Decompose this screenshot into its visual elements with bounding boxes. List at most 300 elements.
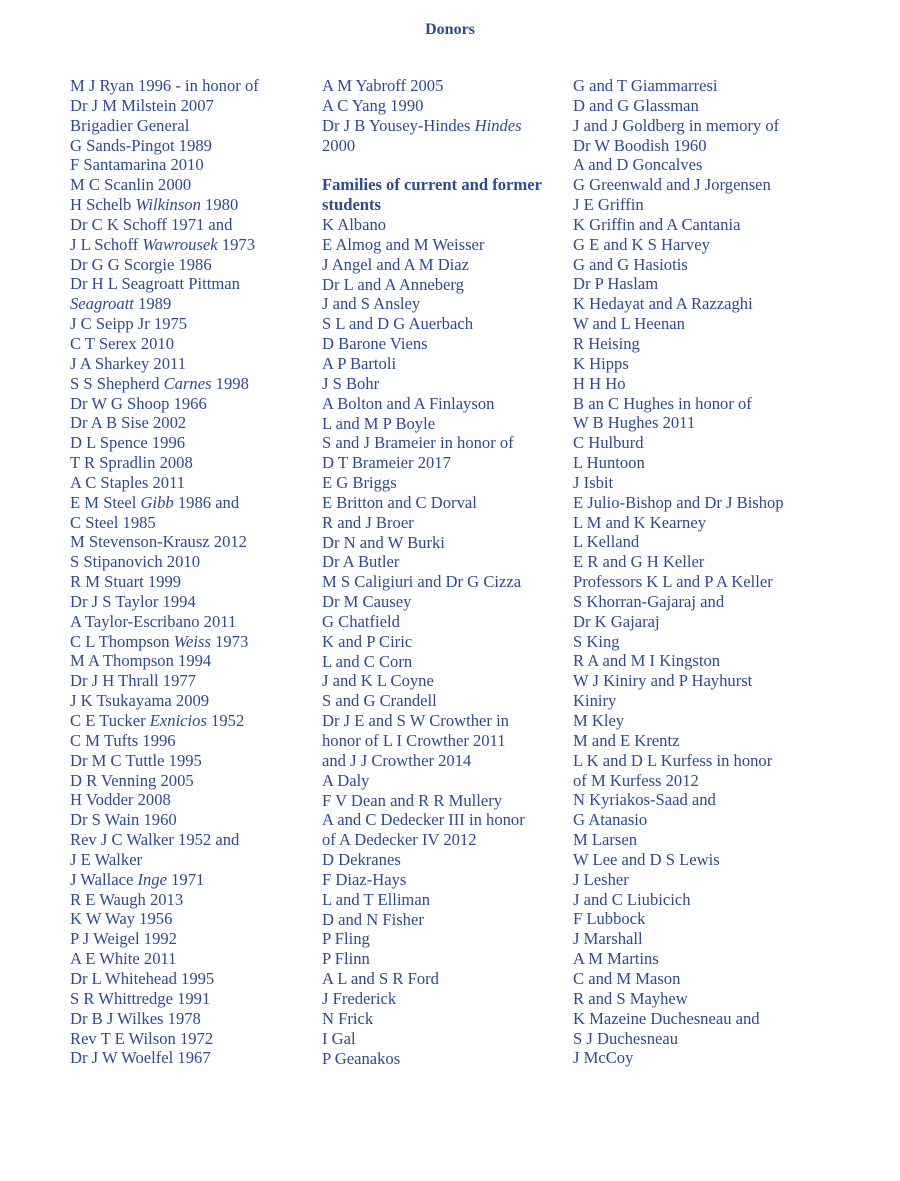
section-heading-line: Families of current and former xyxy=(322,175,542,195)
donor-entry-line xyxy=(70,730,310,751)
donor-text: A L and S R Ford xyxy=(322,969,439,989)
donor-entry-line xyxy=(70,155,310,175)
donor-entry-line xyxy=(70,889,310,910)
donor-text: P J Weigel 1992 xyxy=(70,929,177,949)
donor-entry-line xyxy=(573,810,813,830)
donor-text: H Schelb xyxy=(70,195,136,215)
donor-text: Brigadier General xyxy=(70,115,190,135)
donor-entry xyxy=(70,731,310,751)
donor-entry-line xyxy=(70,353,310,374)
donor-entry xyxy=(70,890,310,910)
donor-entry xyxy=(573,255,813,275)
donor-entry xyxy=(573,294,813,314)
donor-entry-line xyxy=(573,968,813,989)
donor-entry xyxy=(70,592,310,612)
donor-text: A M Yabroff 2005 xyxy=(322,76,444,95)
donor-entry-line xyxy=(573,294,813,314)
donor-entry xyxy=(573,155,813,175)
donor-entry-line xyxy=(70,968,310,989)
donor-entry-line xyxy=(573,433,813,453)
donor-entry-line xyxy=(322,373,566,394)
donor-entry xyxy=(322,1029,566,1049)
donor-text: G Chatfield xyxy=(322,611,400,631)
donor-text: J Wallace xyxy=(70,869,138,889)
donor-entry-line xyxy=(70,810,310,830)
donor-entry-line xyxy=(322,810,566,830)
donor-text: S Stipanovich 2010 xyxy=(70,552,200,572)
donor-entry xyxy=(322,949,566,969)
donor-text: S King xyxy=(573,631,620,651)
donor-entry-line xyxy=(70,611,310,632)
donor-text: R and S Mayhew xyxy=(573,988,688,1008)
donor-entry xyxy=(573,195,813,215)
donor-text: K Hipps xyxy=(573,353,629,373)
donor-column-3 xyxy=(573,76,813,1068)
donor-text: 1989 xyxy=(133,294,172,314)
donor-entry xyxy=(573,493,813,513)
donor-entry-line xyxy=(322,750,566,771)
donor-text: E Almog and M Weisser xyxy=(322,234,485,254)
donor-text: R A and M I Kingston xyxy=(573,651,721,671)
donor-entry xyxy=(70,969,310,989)
donor-entry-line xyxy=(573,849,813,870)
donor-entry-line xyxy=(322,552,566,572)
donor-text: Dr B J Wilkes 1978 xyxy=(70,1008,201,1028)
donor-entry xyxy=(322,910,566,930)
donor-entry-line xyxy=(70,413,310,433)
donor-entry xyxy=(70,771,310,791)
donor-entry-line xyxy=(573,711,813,731)
donor-text: A E White 2011 xyxy=(70,949,177,969)
donor-text: A and D Goncalves xyxy=(573,155,703,175)
donor-entry xyxy=(573,632,813,652)
donor-entry-line xyxy=(70,1048,310,1068)
donor-text: K W Way 1956 xyxy=(70,909,173,929)
donor-entry xyxy=(322,394,566,414)
donor-text: J and J Goldberg in memory of xyxy=(573,115,780,135)
donor-entry-line xyxy=(573,909,813,929)
donor-entry xyxy=(322,671,566,691)
donor-entry-line xyxy=(70,770,310,791)
donor-entry xyxy=(322,850,566,870)
donor-entry-line xyxy=(322,393,566,414)
donor-entry xyxy=(322,294,566,314)
donor-entry xyxy=(573,870,813,890)
donor-entry xyxy=(573,334,813,354)
donor-text: 1971 xyxy=(166,869,205,889)
donor-entry-line xyxy=(322,909,566,930)
donor-entry-line xyxy=(322,770,566,791)
donor-entry xyxy=(70,671,310,691)
donor-text: Dr M C Tuttle 1995 xyxy=(70,750,202,770)
donor-text: H H Ho xyxy=(573,373,626,393)
donor-text: Rev T E Wilson 1972 xyxy=(70,1028,214,1048)
donor-entry-line xyxy=(70,76,310,96)
donor-text: G Atanasio xyxy=(573,810,648,830)
donor-entry-line xyxy=(573,512,813,533)
donor-entry-line xyxy=(322,76,566,96)
donor-column-1 xyxy=(70,76,310,1068)
donor-text: M Kley xyxy=(573,711,625,730)
donor-entry-line xyxy=(322,234,566,255)
donor-text: Dr S Wain 1960 xyxy=(70,810,177,830)
donor-entry xyxy=(70,394,310,414)
donor-text: S and G Crandell xyxy=(322,691,437,711)
donor-entry-line xyxy=(70,294,310,314)
donor-entry xyxy=(573,731,813,751)
donor-entry xyxy=(70,433,310,453)
donor-entry-line xyxy=(573,254,813,275)
donor-entry xyxy=(70,255,310,275)
donor-text: A and C Dedecker III in honor xyxy=(322,810,525,830)
donor-entry xyxy=(322,76,566,96)
donor-text: B an C Hughes in honor of xyxy=(573,393,752,413)
donor-entry xyxy=(322,354,566,374)
maiden-name: Exnicios xyxy=(149,711,207,730)
maiden-name: Wilkinson xyxy=(135,195,201,215)
donor-entry-line xyxy=(573,572,813,592)
donor-entry xyxy=(573,175,813,195)
donor-entry-line xyxy=(70,671,310,691)
donor-text: M C Scanlin 2000 xyxy=(70,175,192,195)
donor-text: K Mazeine Duchesneau and xyxy=(573,1008,760,1028)
section-heading-line: students xyxy=(322,195,382,215)
donor-entry-line xyxy=(322,572,566,592)
donor-text: C and M Mason xyxy=(573,968,681,988)
donor-entry-line xyxy=(70,830,310,850)
donor-entry xyxy=(573,235,813,255)
donor-text: M A Thompson 1994 xyxy=(70,651,212,671)
donor-entry-line xyxy=(322,294,566,314)
donor-text: D and N Fisher xyxy=(322,909,424,929)
donor-text: S R Whittredge 1991 xyxy=(70,988,211,1008)
donor-entry xyxy=(322,691,566,711)
donor-entry-line xyxy=(322,353,566,374)
donor-entry-line xyxy=(70,135,310,156)
donor-entry-line xyxy=(573,691,813,711)
donor-text: W Lee and D S Lewis xyxy=(573,849,720,869)
donor-entry xyxy=(573,909,813,929)
donor-entry-line xyxy=(573,1008,813,1029)
donor-entry xyxy=(573,572,813,592)
donor-entry xyxy=(573,374,813,394)
donor-entry xyxy=(573,513,813,533)
donor-entry xyxy=(573,711,813,731)
donor-entry xyxy=(70,572,310,592)
donor-entry-line xyxy=(70,115,310,136)
donor-entry xyxy=(70,493,310,533)
donor-entry-line xyxy=(573,274,813,294)
donor-entry-line xyxy=(70,691,310,711)
donor-entry xyxy=(322,572,566,592)
donor-text: 1998 xyxy=(211,373,249,393)
donor-entry xyxy=(322,632,566,652)
donor-text: J and S Ansley xyxy=(322,294,421,314)
donor-entry-line xyxy=(70,472,310,493)
donor-entry xyxy=(322,592,566,612)
donor-entry xyxy=(573,651,813,671)
donor-text: R Heising xyxy=(573,333,640,353)
donor-text: S J Duchesneau xyxy=(573,1028,679,1048)
donor-entry-line xyxy=(322,830,566,850)
donor-text: E Britton and C Dorval xyxy=(322,492,477,512)
donor-entry-line xyxy=(322,492,566,513)
donor-entry-line xyxy=(70,572,310,592)
donor-entry xyxy=(70,949,310,969)
donor-text: D Barone Viens xyxy=(322,334,428,354)
donor-text: J L Schoff xyxy=(70,234,143,254)
donor-entry-line xyxy=(70,453,310,473)
donor-text: F Santamarina 2010 xyxy=(70,155,204,175)
donor-text: Dr M Causey xyxy=(322,592,412,612)
donor-entry xyxy=(573,1048,813,1068)
donor-entry-line xyxy=(573,373,813,394)
donor-entry xyxy=(322,493,566,513)
donor-entry-line xyxy=(322,711,566,731)
donor-entry-line xyxy=(322,1028,566,1049)
donor-entry xyxy=(573,949,813,969)
donor-entry xyxy=(70,453,310,473)
donor-entry-line xyxy=(322,314,566,334)
donor-entry-line xyxy=(70,949,310,969)
donor-text: D L Spence 1996 xyxy=(70,433,186,453)
donor-text: L Huntoon xyxy=(573,453,645,473)
donor-entry xyxy=(70,651,310,671)
donor-entry xyxy=(70,155,310,175)
donor-text: C E Tucker xyxy=(70,711,150,730)
donor-text: Dr L Whitehead 1995 xyxy=(70,968,215,988)
donor-entry xyxy=(70,989,310,1009)
donor-entry-line xyxy=(70,175,310,195)
donor-entry-line xyxy=(573,929,813,949)
donor-entry-line xyxy=(70,1028,310,1049)
donor-entry xyxy=(70,314,310,334)
donor-text: A M Martins xyxy=(573,949,659,969)
donor-text: C M Tufts 1996 xyxy=(70,730,176,750)
donor-entry xyxy=(70,354,310,374)
donor-entry-line xyxy=(70,909,310,929)
donor-text: Professors K L and P A Keller xyxy=(573,572,773,592)
donor-entry xyxy=(70,909,310,929)
donor-entry xyxy=(573,751,813,791)
donor-list-part-2 xyxy=(322,215,566,1068)
donor-entry-line xyxy=(322,671,566,691)
donor-entry xyxy=(322,989,566,1009)
donor-text: A C Yang 1990 xyxy=(322,95,424,115)
donor-entry-line xyxy=(322,611,566,632)
donor-entry-line xyxy=(70,95,310,116)
donor-entry xyxy=(70,175,310,195)
donor-text: 1952 xyxy=(206,711,245,730)
donor-entry-line xyxy=(322,988,566,1009)
donor-entry-line xyxy=(70,492,310,513)
donor-entry xyxy=(322,552,566,572)
donor-entry xyxy=(573,274,813,294)
donor-entry-line xyxy=(70,1008,310,1029)
donor-entry-line xyxy=(573,750,813,771)
donor-text: F V Dean and R R Mullery xyxy=(322,790,503,810)
donor-text: L Kelland xyxy=(573,532,640,552)
donor-text: C Steel 1985 xyxy=(70,512,156,532)
donor-text: K Albano xyxy=(322,215,387,235)
donor-entry xyxy=(322,255,566,275)
donor-entry-line xyxy=(573,869,813,890)
donor-entry xyxy=(573,116,813,156)
donor-entry xyxy=(322,96,566,116)
donor-entry-line xyxy=(70,591,310,612)
donor-text: Dr J H Thrall 1977 xyxy=(70,671,196,691)
donor-text: Dr K Gajaraj xyxy=(573,611,660,631)
donor-entry xyxy=(573,354,813,374)
donor-entry-line xyxy=(573,393,813,414)
donor-text: M and E Krentz xyxy=(573,730,680,750)
donor-entry xyxy=(70,1048,310,1068)
donor-entry-line xyxy=(322,869,566,890)
donor-entry-line xyxy=(322,889,566,910)
donor-entry-line xyxy=(70,711,310,731)
donor-entry-line xyxy=(70,988,310,1009)
donor-entry xyxy=(322,870,566,890)
donor-entry-line xyxy=(573,472,813,493)
donor-entry xyxy=(70,274,310,314)
donor-text: P Fling xyxy=(322,929,370,949)
donor-entry-line xyxy=(573,413,813,433)
donor-entry-line xyxy=(573,611,813,632)
donor-text: Dr J B Yousey-Hindes xyxy=(322,115,475,135)
donor-text: T R Spradlin 2008 xyxy=(70,453,193,473)
donor-text: J E Walker xyxy=(70,849,143,869)
donor-text: J Frederick xyxy=(322,988,397,1008)
donor-text: M S Caligiuri and Dr G Cizza xyxy=(322,572,522,592)
donor-entry-line xyxy=(70,393,310,414)
donor-entry xyxy=(573,76,813,96)
donor-entry xyxy=(322,433,566,473)
donor-entry xyxy=(573,671,813,711)
donor-text: D T Brameier 2017 xyxy=(322,453,451,473)
donor-entry-line xyxy=(322,1008,566,1029)
donor-entry xyxy=(70,473,310,493)
donor-entry xyxy=(322,116,566,156)
donor-entry-line xyxy=(70,929,310,949)
donor-text: N Kyriakos-Saad and xyxy=(573,790,716,810)
donor-entry-line xyxy=(322,254,566,275)
donor-text: Dr J E and S W Crowther in xyxy=(322,711,509,731)
donor-entry-line xyxy=(573,671,813,691)
donor-entry xyxy=(322,771,566,791)
donor-entry xyxy=(70,1029,310,1049)
donor-text: M Larsen xyxy=(573,830,638,850)
donor-entry-line xyxy=(573,552,813,572)
donor-text: L and M P Boyle xyxy=(322,413,436,433)
donor-entry-line xyxy=(573,175,813,195)
donor-entry-line xyxy=(322,215,566,235)
donor-entry xyxy=(70,632,310,652)
donor-text: A Bolton and A Finlayson xyxy=(322,393,495,413)
donor-entry xyxy=(322,612,566,632)
donor-text: E Julio-Bishop and Dr J Bishop xyxy=(573,492,784,512)
donor-entry-line xyxy=(573,631,813,652)
donor-text: W and L Heenan xyxy=(573,314,685,334)
donor-entry xyxy=(70,1009,310,1029)
donor-text: J Isbit xyxy=(573,472,614,492)
donor-entry-line xyxy=(573,532,813,552)
donor-text: Dr W G Shoop 1966 xyxy=(70,393,207,413)
maiden-name: Hindes xyxy=(474,115,522,135)
donor-entry-line xyxy=(70,274,310,294)
donor-entry-line xyxy=(70,631,310,652)
donor-entry xyxy=(70,334,310,354)
donor-entry-line xyxy=(573,1048,813,1068)
donor-entry-line xyxy=(70,552,310,572)
donor-entry-line xyxy=(322,274,566,295)
donor-text: S Khorran-Gajaraj and xyxy=(573,591,725,611)
donor-entry xyxy=(322,275,566,295)
donor-entry-line xyxy=(573,333,813,354)
donor-text: K and P Ciric xyxy=(322,631,413,651)
donor-entry xyxy=(573,890,813,910)
donor-entry xyxy=(573,473,813,493)
donor-text: N Frick xyxy=(322,1008,374,1028)
donor-text: 1986 and xyxy=(173,492,240,512)
donor-entry xyxy=(573,1009,813,1049)
donor-entry-line xyxy=(573,790,813,810)
maiden-name: Gibb xyxy=(140,492,174,512)
donor-entry xyxy=(70,195,310,215)
donor-text: P Flinn xyxy=(322,949,370,969)
donor-entry-line xyxy=(70,433,310,453)
donor-entry-line xyxy=(70,750,310,771)
donor-text: E G Briggs xyxy=(322,473,397,493)
donor-entry-line xyxy=(70,849,310,870)
donor-entry-line xyxy=(573,492,813,513)
donor-text: Dr N and W Burki xyxy=(322,532,445,552)
donor-entry-line xyxy=(573,234,813,255)
donor-entry-line xyxy=(322,532,566,553)
donor-text: L M and K Kearney xyxy=(573,512,707,532)
donor-text: R M Stuart 1999 xyxy=(70,572,182,592)
donor-text: Dr A Butler xyxy=(322,552,400,572)
donor-text: C L Thompson xyxy=(70,631,174,651)
donor-text: Dr J M Milstein 2007 xyxy=(70,95,214,115)
donor-text: G and G Hasiotis xyxy=(573,254,688,274)
donor-entry xyxy=(70,116,310,156)
donor-text: Dr L and A Anneberg xyxy=(322,274,464,294)
donor-entry xyxy=(573,433,813,453)
donor-entry-line xyxy=(573,591,813,612)
donor-entry-line xyxy=(70,651,310,671)
donor-entry-line xyxy=(573,453,813,473)
donor-entry-line xyxy=(322,433,566,453)
donor-text: S L and D G Auerbach xyxy=(322,314,473,334)
donor-entry-line xyxy=(573,889,813,910)
donor-entry-line xyxy=(322,651,566,672)
donor-text: and J J Crowther 2014 xyxy=(322,750,472,770)
donor-text: G and T Giammarresi xyxy=(573,76,718,95)
donor-entry-line xyxy=(70,373,310,394)
donor-text: F Diaz-Hays xyxy=(322,869,407,889)
donor-entry-line xyxy=(573,949,813,969)
donor-text: L K and D L Kurfess in honor xyxy=(573,750,773,770)
donor-entry xyxy=(573,830,813,850)
maiden-name: Weiss xyxy=(173,631,211,651)
donor-text: Dr G G Scorgie 1986 xyxy=(70,254,212,274)
donor-entry xyxy=(70,711,310,731)
donor-text: 1980 xyxy=(200,195,239,215)
donor-entry xyxy=(322,652,566,672)
donor-entry xyxy=(70,870,310,890)
donor-entry-line xyxy=(70,532,310,552)
maiden-name: Seagroatt xyxy=(70,294,134,314)
